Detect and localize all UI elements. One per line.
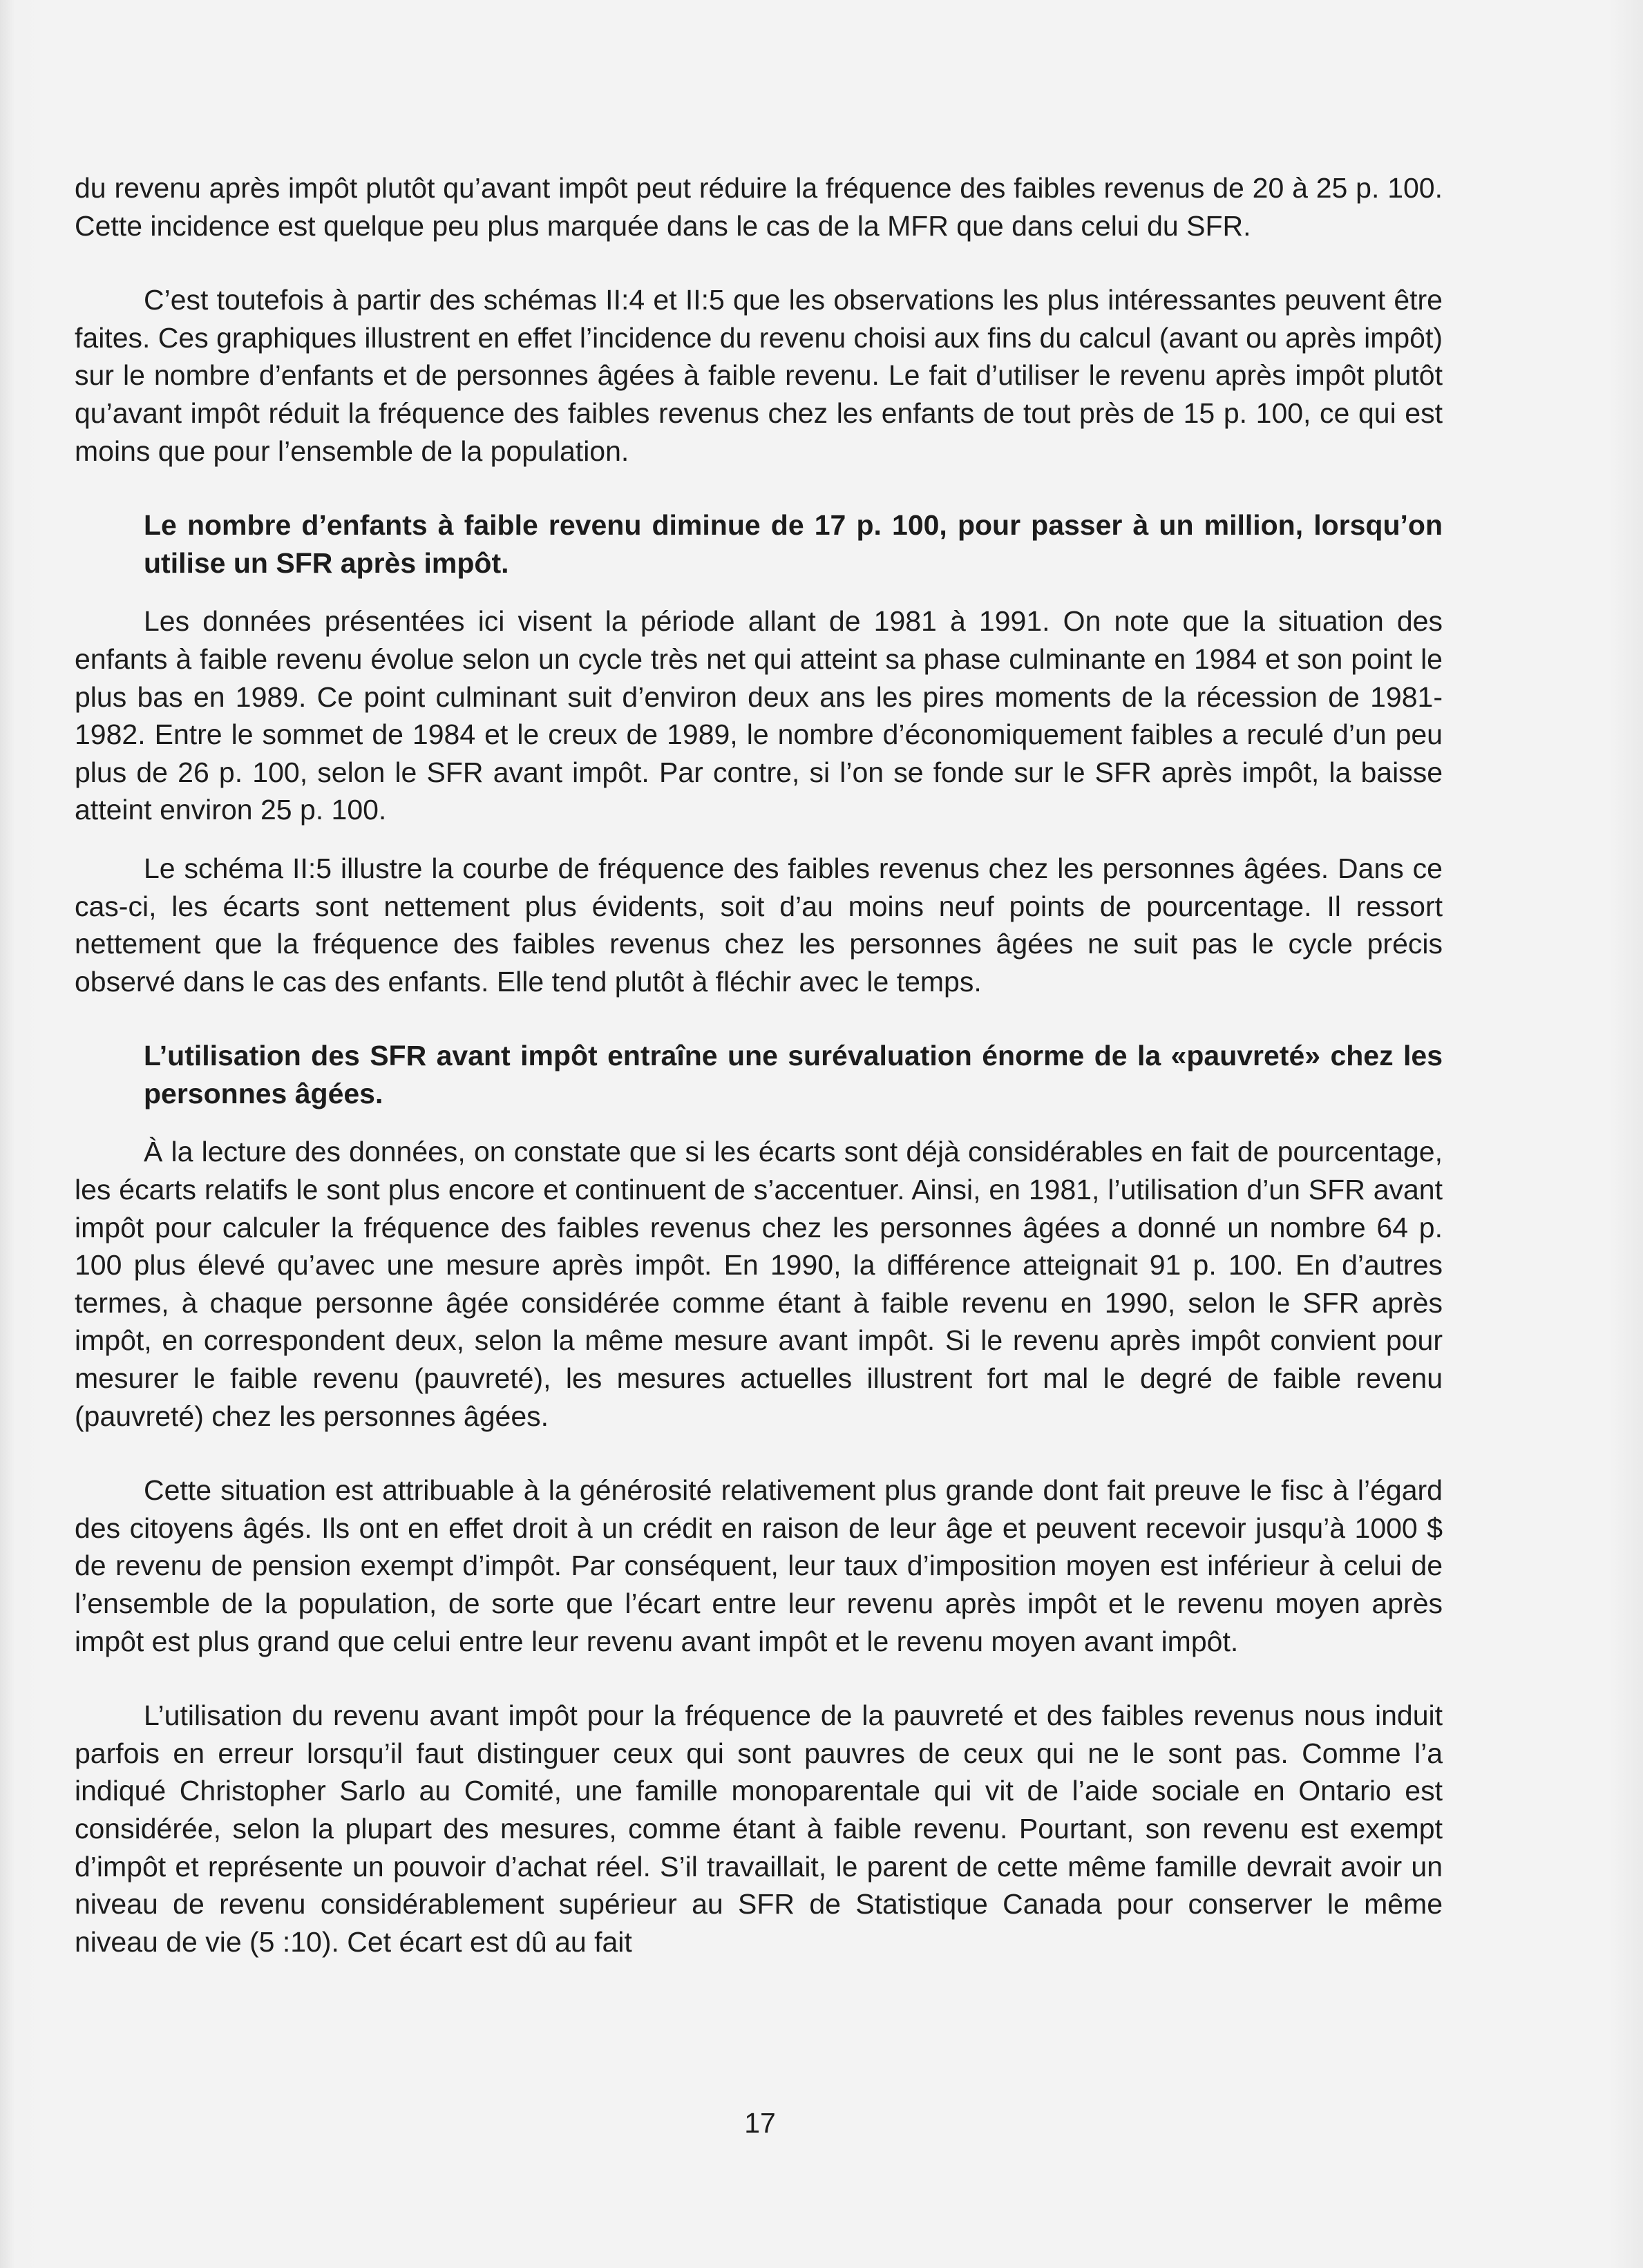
paragraph-4: Le schéma II:5 illustre la courbe de fréquence des faibles revenus chez les personnes âgées. Dans ce cas-ci, les écarts sont nettement plus évidents, soit d’au moins neuf points de pourcentage. Il ressort nettement que la fréquence des faibles revenus chez les personnes âgées ne suit pas le cycle précis observé dans le cas des enfants. Elle tend plutôt à fléchir avec le temps.: [75, 852, 1443, 998]
paragraph-2: C’est toutefois à partir des schémas II:4 et II:5 que les observations les plus intéressantes peuvent être faites. Ces graphiques illustrent en effet l’incidence du revenu choisi aux fins du calcul (avant ou après impôt) sur le nombre d’enfants et de personnes âgées à faible revenu. Le fait d’utiliser le revenu après impôt plutôt qu’avant impôt réduit la fréquence des faibles revenus chez les enfants de tout près de 15 p. 100, ce qui est moins que pour l’ensemble de la population.: [75, 284, 1443, 467]
paragraph-3: Les données présentées ici visent la période allant de 1981 à 1991. On note que la situation des enfants à faible revenu évolue selon un cycle très net qui atteint sa phase culminante en 1984 et son point le plus bas en 1989. Ce point culminant suit d’environ deux ans les pires moments de la récession de 1981-1982. Entre le sommet de 1984 et le creux de 1989, le nombre d’économiquement faibles a reculé d’un peu plus de 26 p. 100, selon le SFR avant impôt. Par contre, si l’on se fonde sur le SFR après impôt, la baisse atteint environ 25 p. 100.: [75, 605, 1443, 826]
paragraph-1: du revenu après impôt plutôt qu’avant impôt peut réduire la fréquence des faibles revenus de 20 à 25 p. 100. Cette incidence est quelque peu plus marquée dans le cas de la MFR que dans celui du SFR.: [75, 172, 1443, 242]
paragraph-5: À la lecture des données, on constate que si les écarts sont déjà considérables en fait de pourcentage, les écarts relatifs le sont plus encore et continuent de s’accentuer. Ainsi, en 1981, l’utilisation d’un SFR avant impôt pour calculer la fréquence des faibles revenus chez les personnes âgées a donné un nombre 64 p. 100 plus élevé qu’avec une mesure après impôt. En 1990, la différence atteignait 91 p. 100. En d’autres termes, à chaque personne âgée considérée comme étant à faible revenu en 1990, selon le SFR après impôt, en correspondent deux, selon la même mesure avant impôt. Si le revenu après impôt convient pour mesurer le faible revenu (pauvreté), les mesures actuelles illustrent fort mal le degré de faible revenu (pauvreté) chez les personnes âgées.: [75, 1136, 1443, 1432]
page-body: [75, 169, 1443, 1961]
section-heading-2: L’utilisation des SFR avant impôt entraîne une surévaluation énorme de la «pauvreté» chez les personnes âgées.: [144, 1040, 1443, 1109]
page-number: 17: [744, 2107, 776, 2139]
paragraph-6: Cette situation est attribuable à la générosité relativement plus grande dont fait preuve le fisc à l’égard des citoyens âgés. Ils ont en effet droit à un crédit en raison de leur âge et peuvent recevoir jusqu’à 1000 $ de revenu de pension exempt d’impôt. Par conséquent, leur taux d’imposition moyen est inférieur à celui de l’ensemble de la population, de sorte que l’écart entre leur revenu après impôt et le revenu moyen après impôt est plus grand que celui entre leur revenu avant impôt et le revenu moyen avant impôt.: [75, 1474, 1443, 1657]
section-heading-1: Le nombre d’enfants à faible revenu diminue de 17 p. 100, pour passer à un million, lorsqu’on utilise un SFR après impôt.: [144, 509, 1443, 579]
paragraph-7: L’utilisation du revenu avant impôt pour la fréquence de la pauvreté et des faibles revenus nous induit parfois en erreur lorsqu’il faut distinguer ceux qui sont pauvres de ceux qui ne le sont pas. Comme l’a indiqué Christopher Sarlo au Comité, une famille monoparentale qui vit de l’aide sociale en Ontario est considérée, selon la plupart des mesures, comme étant à faible revenu. Pourtant, son revenu est exempt d’impôt et représente un pouvoir d’achat réel. S’il travaillait, le parent de cette même famille devrait avoir un niveau de revenu considérablement supérieur au SFR de Statistique Canada pour conserver le même niveau de vie (5 :10). Cet écart est dû au fait: [75, 1699, 1443, 1958]
